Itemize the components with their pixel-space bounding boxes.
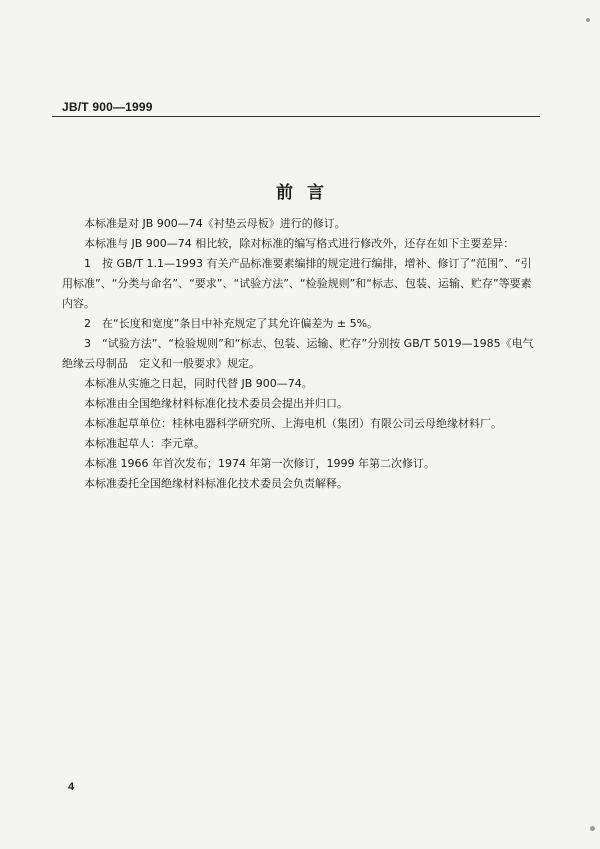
paragraph-item-2: 2 在“长度和宽度”条目中补充规定了其允许偏差为 ± 5%。	[84, 317, 379, 330]
paragraph-drafting-units: 本标准起草单位：桂林电器科学研究所、上海电机（集团）有限公司云母绝缘材料厂。	[84, 417, 502, 430]
scan-speck	[586, 18, 590, 22]
paragraph-drafter: 本标准起草人：李元章。	[84, 437, 205, 450]
paragraph-item-1: 1 按 GB/T 1.1—1993 有关产品标准要素编排的规定进行编排，增补、修订了“范围”、“引用标准”、“分类与命名”、“要求”、“试验方法”、“检验规则”和“标志、包装、运输、贮存”等要素内容。	[62, 257, 532, 310]
paragraph-revision-note: 本标准是对 JB 900—74《衬垫云母板》进行的修订。	[84, 217, 346, 230]
page-title: 前言	[276, 183, 338, 203]
scan-speck	[590, 826, 595, 831]
paragraph-interpretation: 本标准委托全国绝缘材料标准化技术委员会负责解释。	[84, 477, 348, 490]
foreword-body	[62, 214, 540, 494]
paragraph-comparison: 本标准与 JB 900—74 相比较，除对标准的编写格式进行修改外，还存在如下主要差异：	[84, 237, 515, 250]
header-divider	[52, 116, 540, 117]
page-number: 4	[68, 781, 75, 793]
paragraph-proposer: 本标准由全国绝缘材料标准化技术委员会提出并归口。	[84, 397, 348, 410]
paragraph-history: 本标准 1966 年首次发布；1974 年第一次修订，1999 年第二次修订。	[84, 457, 435, 470]
standard-code-header: JB/T 900—1999	[62, 100, 153, 114]
paragraph-item-3: 3 “试验方法”、“检验规则”和“标志、包装、运输、贮存”分别按 GB/T 5019—1985《电气绝缘云母制品 定义和一般要求》规定。	[62, 337, 534, 370]
paragraph-replacement: 本标准从实施之日起，同时代替 JB 900—74。	[84, 377, 313, 390]
